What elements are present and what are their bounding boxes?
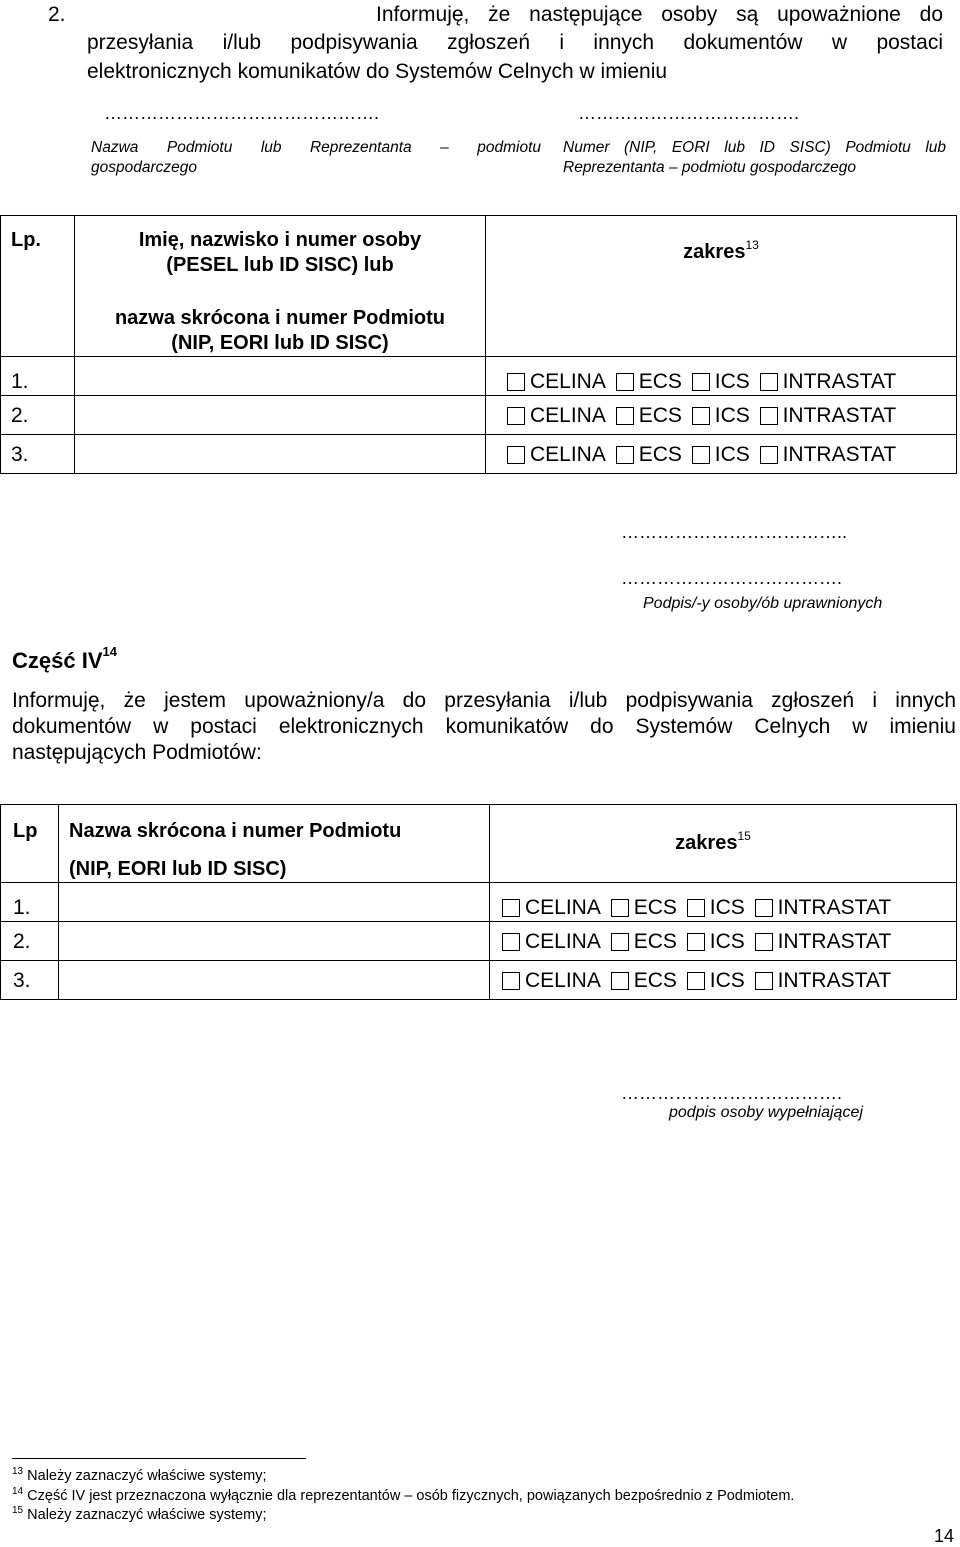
table2-row2-ecs-checkbox[interactable] — [611, 933, 629, 951]
table1-row1-ecs-checkbox[interactable] — [616, 373, 634, 391]
table2-row1-lp: 1. — [13, 896, 31, 919]
table2-header-scope-text: zakres — [675, 832, 738, 854]
section2-line1: Informuję, że następujące osoby są upoważnione do — [376, 3, 943, 26]
table2-row1-ecs-checkbox[interactable] — [611, 899, 629, 917]
option-label: INTRASTAT — [782, 370, 897, 393]
option-label: INTRASTAT — [782, 404, 897, 427]
footnote-14 — [12, 1487, 794, 1505]
authorized-persons-table — [0, 215, 957, 474]
table1-row1-ics-checkbox[interactable] — [692, 373, 710, 391]
table2-header-name-line2: (NIP, EORI lub ID SISC) — [69, 858, 287, 880]
section2-number: 2. — [48, 3, 66, 26]
entity-number-caption-line1: Numer (NIP, EORI lub ID SISC) Podmiotu lub — [563, 139, 946, 156]
table-row — [1, 357, 957, 396]
option-label: ICS — [714, 404, 750, 427]
option-label: ICS — [709, 930, 745, 953]
table1-row1-celina-checkbox[interactable] — [507, 373, 525, 391]
table1-header-lp — [1, 216, 75, 357]
option-label: ECS — [638, 443, 682, 466]
section4-title-text: Część IV — [12, 648, 103, 673]
table-row — [1, 435, 957, 474]
signature2-dotted-line: ………………………………. — [621, 1083, 843, 1103]
table1-header-name-line1: Imię, nazwisko i numer osoby — [138, 229, 422, 251]
table2-row2-celina-checkbox[interactable] — [502, 933, 520, 951]
footnote-ref-13: 13 — [745, 238, 759, 252]
table2-row3-scope — [490, 961, 957, 1000]
table2-row1-name-cell[interactable] — [59, 883, 490, 922]
table2-row3-celina-checkbox[interactable] — [502, 972, 520, 990]
footnote-15 — [12, 1506, 266, 1524]
table1-row1-name-cell[interactable] — [75, 357, 486, 396]
footnote-separator — [12, 1458, 306, 1459]
table1-row1-scope — [486, 357, 957, 396]
table2-row2-name-cell[interactable] — [59, 922, 490, 961]
signature1-dotted-line2: ………………………………. — [621, 568, 843, 588]
table1-header-name-line4: (NIP, EORI lub ID SISC) — [171, 332, 389, 354]
table1-header-name-line2: (PESEL lub ID SISC) lub — [166, 254, 394, 276]
table1-header-scope-text: zakres — [683, 241, 746, 263]
table1-row2-scope — [486, 396, 957, 435]
entity-number-dotted-line: ………………………………. — [578, 103, 800, 123]
table2-row1-scope — [490, 883, 957, 922]
option-label: ECS — [638, 404, 682, 427]
option-label: CELINA — [530, 370, 606, 393]
section4-paragraph-line2: dokumentów w postaci elektronicznych komunikatów do Systemów Celnych w imieniu — [12, 715, 956, 738]
option-label: INTRASTAT — [777, 930, 892, 953]
table2-row2-lp: 2. — [13, 930, 31, 953]
table2-header-lp — [1, 805, 59, 883]
option-label: INTRASTAT — [782, 443, 897, 466]
table-row — [1, 883, 957, 922]
table-row — [1, 396, 957, 435]
page-number: 14 — [934, 1526, 955, 1546]
section4-paragraph-line3: następujących Podmiotów: — [12, 741, 262, 764]
table1-header-name-line3: nazwa skrócona i numer Podmiotu — [114, 307, 446, 329]
option-label: CELINA — [525, 896, 601, 919]
table1-row2-ics-checkbox[interactable] — [692, 407, 710, 425]
option-label: CELINA — [525, 930, 601, 953]
option-label: ECS — [633, 969, 677, 992]
option-label: CELINA — [530, 404, 606, 427]
entity-name-caption-line2: gospodarczego — [91, 159, 197, 176]
footnote-text: Należy zaznaczyć właściwe systemy; — [27, 1468, 267, 1484]
footnote-text: Należy zaznaczyć właściwe systemy; — [27, 1507, 267, 1523]
section4-title — [12, 644, 117, 674]
table1-row3-intrastat-checkbox[interactable] — [760, 446, 778, 464]
table1-row2-intrastat-checkbox[interactable] — [760, 407, 778, 425]
table2-header-name — [59, 805, 490, 883]
represented-entities-table — [0, 804, 957, 1000]
table1-header-name — [75, 216, 486, 357]
table1-row3-scope — [486, 435, 957, 474]
option-label: ICS — [714, 443, 750, 466]
table2-row3-name-cell[interactable] — [59, 961, 490, 1000]
table1-row3-name-cell[interactable] — [75, 435, 486, 474]
table2-header-lp-text: Lp — [13, 820, 38, 842]
option-label: ICS — [709, 969, 745, 992]
option-label: ECS — [633, 930, 677, 953]
table1-row3-lp: 3. — [11, 443, 29, 466]
option-label: CELINA — [530, 443, 606, 466]
table1-row2-lp: 2. — [11, 404, 29, 427]
entity-number-caption-line2: Reprezentanta – podmiotu gospodarczego — [563, 159, 856, 176]
section2-line2: przesyłania i/lub podpisywania zgłoszeń i innych dokumentów w postaci — [87, 31, 943, 54]
table1-row1-intrastat-checkbox[interactable] — [760, 373, 778, 391]
table2-row2-ics-checkbox[interactable] — [687, 933, 705, 951]
footnote-number: 15 — [12, 1505, 24, 1516]
option-label: INTRASTAT — [777, 896, 892, 919]
table1-row2-ecs-checkbox[interactable] — [616, 407, 634, 425]
option-label: INTRASTAT — [777, 969, 892, 992]
footnote-ref-14: 14 — [102, 644, 117, 659]
section2-line3: elektronicznych komunikatów do Systemów Celnych w imieniu — [87, 60, 668, 83]
table2-row2-intrastat-checkbox[interactable] — [755, 933, 773, 951]
table1-header-lp-text: Lp. — [11, 229, 41, 251]
table-row — [1, 961, 957, 1000]
footnote-ref-15: 15 — [737, 829, 751, 843]
option-label: ECS — [638, 370, 682, 393]
table2-row1-intrastat-checkbox[interactable] — [755, 899, 773, 917]
table1-row2-name-cell[interactable] — [75, 396, 486, 435]
entity-name-dotted-line: ………………………………………. — [104, 103, 380, 123]
signature1-caption: Podpis/-y osoby/ób uprawnionych — [643, 595, 883, 612]
table1-row1-lp: 1. — [11, 370, 29, 393]
footnote-number: 13 — [12, 1466, 24, 1477]
table2-row1-celina-checkbox[interactable] — [502, 899, 520, 917]
option-label: CELINA — [525, 969, 601, 992]
footnote-number: 14 — [12, 1486, 24, 1497]
signature1-dotted-line1: ……………………………….. — [621, 522, 848, 542]
signature2-caption: podpis osoby wypełniającej — [669, 1104, 863, 1121]
table1-row3-ics-checkbox[interactable] — [692, 446, 710, 464]
table-row — [1, 922, 957, 961]
option-label: ICS — [709, 896, 745, 919]
table2-row3-ecs-checkbox[interactable] — [611, 972, 629, 990]
option-label: ECS — [633, 896, 677, 919]
table2-row3-intrastat-checkbox[interactable] — [755, 972, 773, 990]
table1-row3-celina-checkbox[interactable] — [507, 446, 525, 464]
table1-row3-ecs-checkbox[interactable] — [616, 446, 634, 464]
table1-row2-celina-checkbox[interactable] — [507, 407, 525, 425]
footnote-13 — [12, 1467, 266, 1485]
table2-row3-lp: 3. — [13, 969, 31, 992]
table2-header-scope — [490, 805, 957, 883]
option-label: ICS — [714, 370, 750, 393]
section4-paragraph-line1: Informuję, że jestem upoważniony/a do przesyłania i/lub podpisywania zgłoszeń i innych — [12, 689, 956, 712]
table2-row3-ics-checkbox[interactable] — [687, 972, 705, 990]
table2-header-name-line1: Nazwa skrócona i numer Podmiotu — [69, 820, 402, 842]
entity-name-caption-line1: Nazwa Podmiotu lub Reprezentanta – podmiotu — [91, 139, 541, 156]
table2-row1-ics-checkbox[interactable] — [687, 899, 705, 917]
footnote-text: Część IV jest przeznaczona wyłącznie dla reprezentantów – osób fizycznych, powiązanych bezpośrednio z Podmiotem. — [27, 1488, 795, 1504]
table1-header-scope — [486, 216, 957, 357]
table2-row2-scope — [490, 922, 957, 961]
